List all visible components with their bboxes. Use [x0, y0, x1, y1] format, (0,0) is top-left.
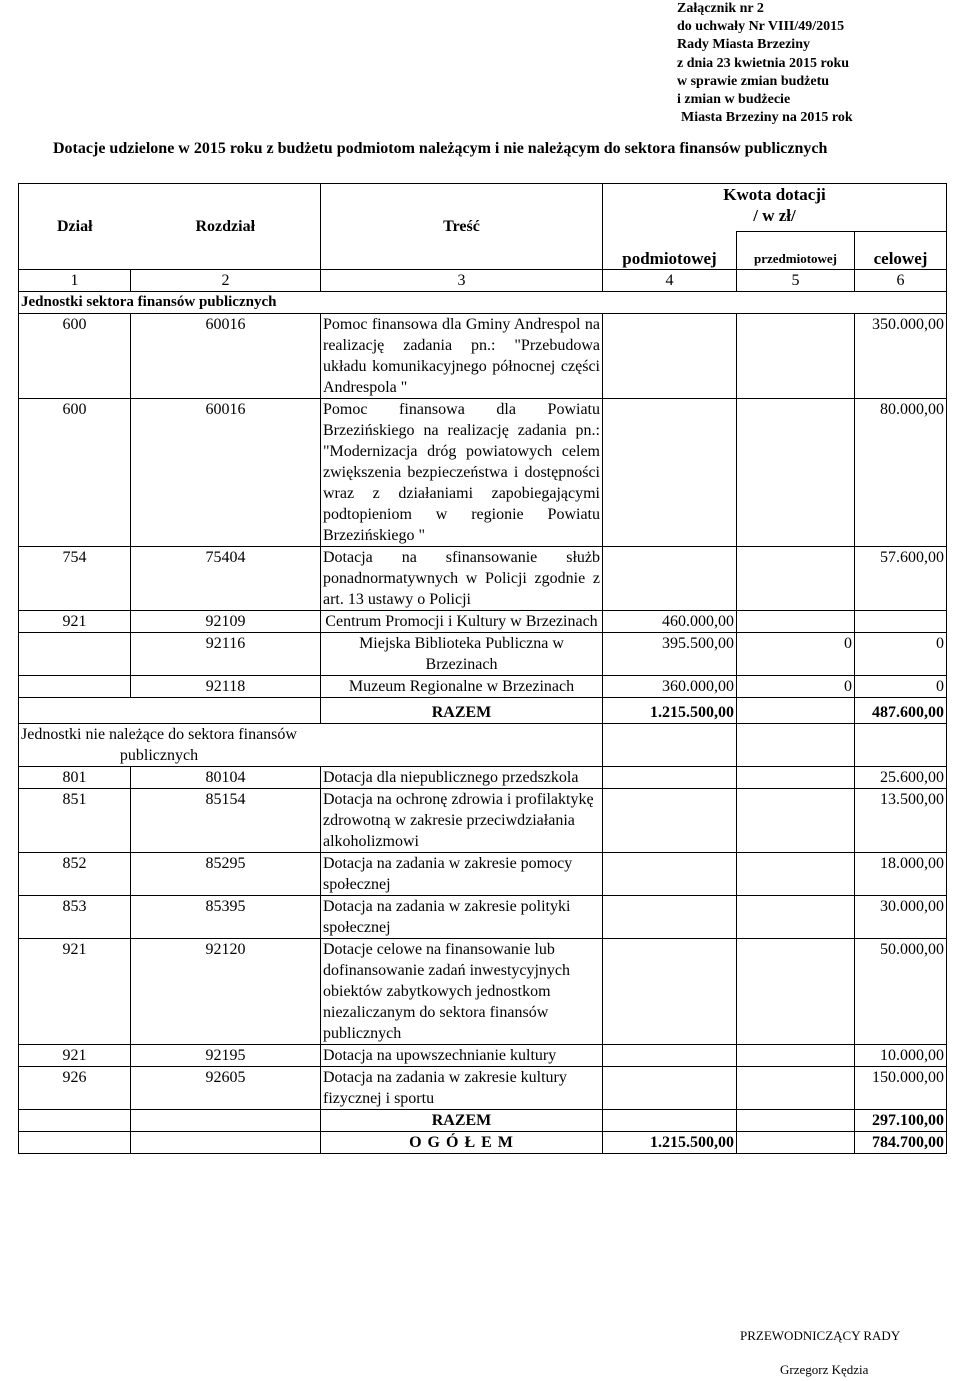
cell-dzial: 921 [19, 1045, 131, 1067]
cell-rozdzial: 92109 [131, 611, 321, 633]
cell-dzial: 926 [19, 1067, 131, 1110]
header-line: Miasta Brzeziny na 2015 rok [681, 110, 853, 126]
col-number: 3 [321, 270, 603, 292]
table-row [19, 314, 947, 399]
cell-przedmiotowej [737, 399, 855, 547]
col-number: 5 [737, 270, 855, 292]
total-przedmiotowej [737, 698, 855, 724]
cell-dzial: 853 [19, 896, 131, 939]
header-rozdzial: Rozdział [131, 184, 321, 270]
table-row [19, 547, 947, 611]
subsidies-table [18, 183, 947, 1154]
col-number: 6 [855, 270, 947, 292]
cell-celowej: 25.600,00 [855, 767, 947, 789]
cell-rozdzial: 92120 [131, 939, 321, 1045]
table-row [19, 1045, 947, 1067]
cell-rozdzial: 85154 [131, 789, 321, 853]
col-number: 1 [19, 270, 131, 292]
header-line: Rady Miasta Brzeziny [677, 37, 810, 53]
cell-celowej: 80.000,00 [855, 399, 947, 547]
cell-tresc: Muzeum Regionalne w Brzezinach [321, 676, 603, 698]
cell-rozdzial: 75404 [131, 547, 321, 611]
cell-dzial: 801 [19, 767, 131, 789]
cell-przedmiotowej [737, 611, 855, 633]
cell-podmiotowej [603, 547, 737, 611]
cell-podmiotowej: 395.500,00 [603, 633, 737, 676]
total-celowej: 297.100,00 [855, 1110, 947, 1132]
col-number: 2 [131, 270, 321, 292]
cell-dzial: 851 [19, 789, 131, 853]
table-row [19, 676, 947, 698]
table-row [19, 789, 947, 853]
cell-przedmiotowej [737, 314, 855, 399]
total-row-nonpublic [19, 1110, 947, 1132]
cell-rozdzial: 60016 [131, 399, 321, 547]
cell-celowej: 18.000,00 [855, 853, 947, 896]
attachment-header [677, 0, 853, 127]
cell-celowej: 0 [855, 676, 947, 698]
total-podmiotowej: 1.215.500,00 [603, 698, 737, 724]
header-przedmiotowej: przedmiotowej [737, 232, 855, 270]
header-line: w sprawie zmian budżetu [677, 73, 830, 89]
table-row [19, 939, 947, 1045]
cell-tresc: Pomoc finansowa dla Powiatu Brzezińskiego na realizację zadania pn.: "Modernizacja dróg powiatowych celem zwiększenia bezpieczeństwa i dostępności wraz z działaniami zapobiegającymi podtopieniom w regionie Powiatu Brzezińskiego " [321, 399, 603, 547]
cell-tresc: Miejska Biblioteka Publiczna w Brzezinach [321, 633, 603, 676]
cell-rozdzial: 60016 [131, 314, 321, 399]
cell-dzial: 754 [19, 547, 131, 611]
header-line: i zmian w budżecie [677, 92, 791, 108]
cell-tresc: Dotacja na zadania w zakresie polityki społecznej [321, 896, 603, 939]
table-row [19, 399, 947, 547]
header-line: Załącznik nr 2 [677, 1, 764, 16]
cell-celowej: 150.000,00 [855, 1067, 947, 1110]
cell-celowej: 30.000,00 [855, 896, 947, 939]
section-label-nonpublic: Jednostki nie należące do sektora finansów publicznych [19, 724, 603, 767]
signature-name: Grzegorz Kędzia [780, 1362, 869, 1377]
document-title: Dotacje udzielone w 2015 roku z budżetu podmiotom należącym i nie należącym do sektora finansów publicznych [53, 140, 828, 157]
grand-total-row [19, 1132, 947, 1154]
cell-podmiotowej: 460.000,00 [603, 611, 737, 633]
header-kwota: Kwota dotacji / w zł/ [603, 184, 947, 232]
cell-celowej: 57.600,00 [855, 547, 947, 611]
section-label-public: Jednostki sektora finansów publicznych [19, 292, 947, 314]
cell-celowej [855, 611, 947, 633]
cell-dzial [19, 633, 131, 676]
signature-title: PRZEWODNICZĄCY RADY [740, 1328, 901, 1343]
cell-celowej: 350.000,00 [855, 314, 947, 399]
cell-tresc: Dotacja na sfinansowanie służb ponadnormatywnych w Policji zgodnie z art. 13 ustawy o Policji [321, 547, 603, 611]
header-line: z dnia 23 kwietnia 2015 roku [677, 55, 850, 71]
cell-tresc: Dotacja dla niepublicznego przedszkola [321, 767, 603, 789]
table-row [19, 1067, 947, 1110]
header-celowej: celowej [855, 232, 947, 270]
cell-dzial: 600 [19, 399, 131, 547]
cell-podmiotowej [603, 314, 737, 399]
cell-celowej: 0 [855, 633, 947, 676]
cell-dzial [19, 676, 131, 698]
cell-rozdzial: 92605 [131, 1067, 321, 1110]
col-number: 4 [603, 270, 737, 292]
cell-tresc: Centrum Promocji i Kultury w Brzezinach [321, 611, 603, 633]
table-row [19, 611, 947, 633]
total-label: RAZEM [321, 698, 603, 724]
cell-dzial: 600 [19, 314, 131, 399]
cell-tresc: Dotacja na zadania w zakresie kultury fizycznej i sportu [321, 1067, 603, 1110]
cell-dzial: 921 [19, 939, 131, 1045]
table-row [19, 853, 947, 896]
grand-total-przedmiotowej [737, 1132, 855, 1154]
total-row-public [19, 698, 947, 724]
grand-total-label: O G Ó Ł E M [321, 1132, 603, 1154]
cell-przedmiotowej: 0 [737, 633, 855, 676]
table-row [19, 767, 947, 789]
header-dzial: Dział [19, 184, 131, 270]
cell-rozdzial: 92195 [131, 1045, 321, 1067]
cell-celowej: 13.500,00 [855, 789, 947, 853]
grand-total-podmiotowej: 1.215.500,00 [603, 1132, 737, 1154]
cell-rozdzial: 92116 [131, 633, 321, 676]
cell-rozdzial: 80104 [131, 767, 321, 789]
header-tresc: Treść [321, 184, 603, 270]
cell-podmiotowej: 360.000,00 [603, 676, 737, 698]
cell-tresc: Pomoc finansowa dla Gminy Andrespol na realizację zadania pn.: "Przebudowa układu komunikacyjnego północnej części Andrespola " [321, 314, 603, 399]
total-celowej: 487.600,00 [855, 698, 947, 724]
total-label: RAZEM [321, 1110, 603, 1132]
cell-przedmiotowej [737, 547, 855, 611]
cell-tresc: Dotacja na upowszechnianie kultury [321, 1045, 603, 1067]
cell-tresc: Dotacja na ochronę zdrowia i profilaktykę zdrowotną w zakresie przeciwdziałania alkoholizmowi [321, 789, 603, 853]
cell-rozdzial: 85295 [131, 853, 321, 896]
grand-total-celowej: 784.700,00 [855, 1132, 947, 1154]
cell-dzial: 852 [19, 853, 131, 896]
header-line: do uchwały Nr VIII/49/2015 [677, 19, 845, 35]
cell-celowej: 50.000,00 [855, 939, 947, 1045]
table-row [19, 633, 947, 676]
cell-rozdzial: 92118 [131, 676, 321, 698]
cell-dzial: 921 [19, 611, 131, 633]
cell-tresc: Dotacja na zadania w zakresie pomocy społecznej [321, 853, 603, 896]
cell-celowej: 10.000,00 [855, 1045, 947, 1067]
cell-rozdzial: 85395 [131, 896, 321, 939]
table-row [19, 896, 947, 939]
cell-tresc: Dotacje celowe na finansowanie lub dofinansowanie zadań inwestycyjnych obiektów zabytkowych jednostkom niezaliczanym do sektora finansów publicznych [321, 939, 603, 1045]
header-podmiotowej: podmiotowej [603, 232, 737, 270]
cell-podmiotowej [603, 399, 737, 547]
cell-przedmiotowej: 0 [737, 676, 855, 698]
